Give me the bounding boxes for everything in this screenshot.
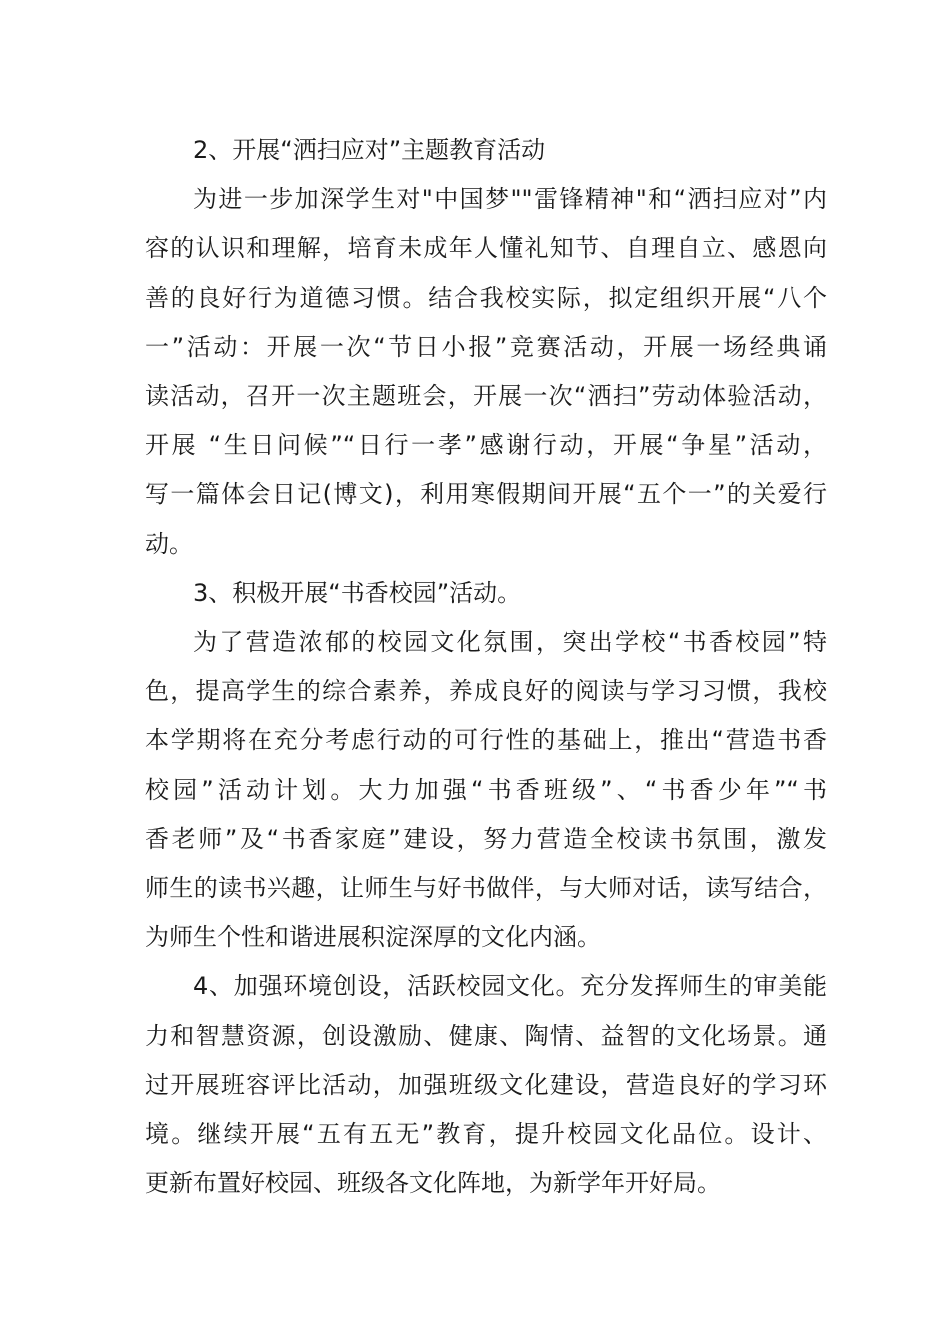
text-line: 3、积极开展“书香校园”活动。: [193, 578, 522, 607]
text-line: 2、开展“洒扫应对”主题教育活动: [193, 136, 546, 164]
text-line: 善的良好行为道德习惯。结合我校实际，拟定组织开展“八个: [145, 283, 827, 312]
text-line: 师生的读书兴趣，让师生与好书做伴，与大师对话，读写结合，: [145, 874, 827, 903]
text-line: 香老师”及“书香家庭”建设，努力营造全校读书氛围，激发: [145, 824, 827, 853]
text-line: 一”活动：开展一次“节日小报”竞赛活动，开展一场经典诵: [145, 332, 827, 361]
body-paragraph-2: [145, 175, 827, 569]
text-line: 动。: [145, 529, 193, 558]
body-paragraph-3: [145, 618, 827, 962]
body-paragraph-4: [145, 962, 827, 1208]
text-line: 力和智慧资源，创设激励、健康、陶情、益智的文化场景。通: [145, 1021, 827, 1050]
text-line: 色，提高学生的综合素养，养成良好的阅读与学习习惯，我校: [145, 677, 827, 706]
text-line: 过开展班容评比活动，加强班级文化建设，营造良好的学习环: [145, 1070, 827, 1099]
text-line: 境。继续开展“五有五无”教育，提升校园文化品位。设计、: [145, 1120, 827, 1149]
text-line: 开展 “生日问候”“日行一孝”感谢行动，开展“争星”活动，: [145, 431, 827, 460]
text-line: 写一篇体会日记(博文)，利用寒假期间开展“五个一”的关爱行: [145, 480, 827, 509]
text-line: 容的认识和理解，培育未成年人懂礼知节、自理自立、感恩向: [145, 234, 827, 263]
text-line: 4、加强环境创设，活跃校园文化。充分发挥师生的审美能: [193, 972, 827, 1001]
text-line: 为师生个性和谐进展积淀深厚的文化内涵。: [145, 923, 601, 952]
section-heading-2: [145, 126, 827, 175]
section-heading-3: [145, 569, 827, 618]
text-line: 为进一步加深学生对"中国梦""雷锋精神"和“洒扫应对”内: [193, 185, 827, 214]
text-line: 读活动，召开一次主题班会，开展一次“洒扫”劳动体验活动，: [145, 382, 827, 411]
document-page: [145, 126, 827, 1208]
text-line: 更新布置好校园、班级各文化阵地，为新学年开好局。: [145, 1169, 721, 1198]
text-line: 校园”活动计划。大力加强“书香班级”、“书香少年”“书: [145, 775, 827, 804]
text-line: 本学期将在充分考虑行动的可行性的基础上，推出“营造书香: [145, 726, 827, 755]
text-line: 为了营造浓郁的校园文化氛围，突出学校“书香校园”特: [193, 628, 827, 657]
